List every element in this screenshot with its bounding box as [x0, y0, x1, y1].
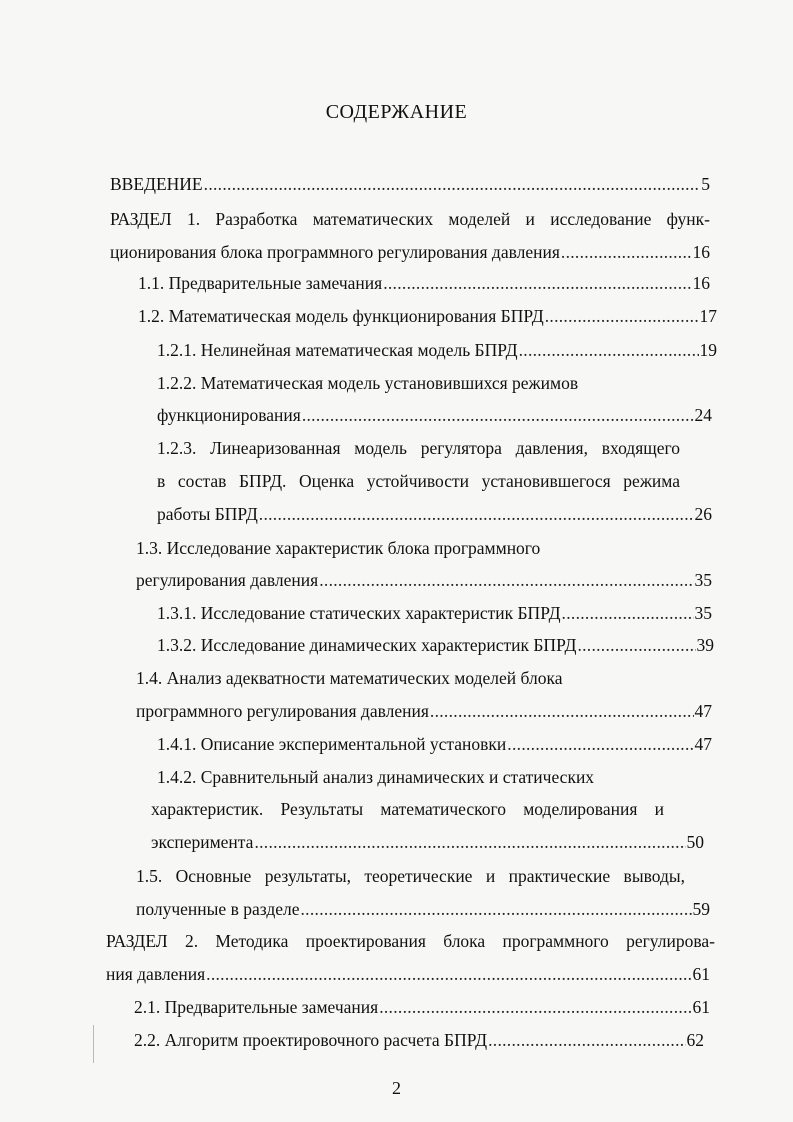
- toc-leader-dots: [561, 240, 692, 264]
- toc-entry-page: 16: [692, 242, 710, 262]
- toc-entry-title: 1.5. Основные результаты, теоретические и практические выводы,: [136, 866, 685, 886]
- toc-entry[interactable]: [106, 962, 710, 986]
- toc-entry[interactable]: [110, 240, 710, 264]
- toc-entry-title: РАЗДЕЛ 1. Разработка математических моделей и исследование функ-: [110, 209, 710, 229]
- toc-entry-title: 1.3.2. Исследование динамических характеристик БПРД: [157, 635, 577, 655]
- toc-entry-page: 26: [694, 504, 712, 524]
- toc-entry-page: 50: [686, 832, 704, 852]
- toc-entry[interactable]: [157, 436, 680, 460]
- toc-entry-page: 47: [694, 701, 712, 721]
- toc-entry-title: ционирования блока программного регулирования давления: [110, 242, 560, 262]
- toc-entry-title: 2.1. Предварительные замечания: [134, 997, 379, 1017]
- page-number: 2: [392, 1078, 401, 1098]
- toc-entry-title: 1.2.3. Линеаризованная модель регулятора давления, входящего: [157, 438, 680, 458]
- toc-entry[interactable]: [136, 897, 710, 921]
- toc-entry-title: регулирования давления: [136, 570, 319, 590]
- toc-leader-dots: [259, 502, 694, 526]
- toc-leader-dots: [562, 601, 694, 625]
- toc-entry-title: 1.4. Анализ адекватности математических моделей блока: [136, 668, 563, 688]
- toc-entry-page: 19: [699, 340, 717, 360]
- toc-entry-title: 1.3. Исследование характеристик блока программного: [136, 538, 541, 558]
- toc-entry[interactable]: [136, 699, 712, 723]
- toc-entry-title: РАЗДЕЛ 2. Методика проектирования блока программного регулирова-: [106, 931, 715, 951]
- toc-entry-page: 35: [694, 570, 712, 590]
- toc-leader-dots: [488, 1028, 685, 1052]
- toc-entry[interactable]: [157, 765, 594, 789]
- toc-entry-title: характеристик. Результаты математического моделирования и: [151, 799, 664, 819]
- toc-leader-dots: [379, 995, 691, 1019]
- toc-entry-page: 39: [696, 635, 714, 655]
- toc-entry[interactable]: [151, 797, 664, 821]
- toc-entry-page: 47: [694, 734, 712, 754]
- toc-entry[interactable]: [106, 929, 715, 953]
- toc-entry-title: работы БПРД: [157, 504, 258, 524]
- toc-entry-title: 1.4.2. Сравнительный анализ динамических и статических: [157, 767, 595, 787]
- scan-margin-mark: [93, 1025, 94, 1063]
- toc-entry-title: 1.2.2. Математическая модель установившихся режимов: [157, 373, 579, 393]
- toc-entry-page: 61: [692, 997, 710, 1017]
- toc-entry[interactable]: [157, 732, 712, 756]
- toc-leader-dots: [206, 962, 691, 986]
- toc-leader-dots: [577, 633, 695, 657]
- toc-entry[interactable]: [157, 502, 712, 526]
- toc-entry-page: 16: [692, 273, 710, 293]
- toc-entry-title: эксперимента: [151, 832, 254, 852]
- toc-entry-title: 1.2. Математическая модель функционирования БПРД: [138, 306, 544, 326]
- toc-leader-dots: [545, 304, 699, 328]
- toc-leader-dots: [519, 338, 699, 362]
- toc-entry[interactable]: [157, 469, 680, 493]
- toc-entry[interactable]: [157, 633, 714, 657]
- toc-entry-page: 61: [692, 964, 710, 984]
- toc-entry[interactable]: [138, 271, 710, 295]
- toc-leader-dots: [507, 732, 693, 756]
- toc-entry[interactable]: [136, 568, 712, 592]
- toc-entry-page: 35: [694, 603, 712, 623]
- toc-entry[interactable]: [136, 536, 540, 560]
- toc-leader-dots: [254, 830, 685, 854]
- toc-entry-title: 1.1. Предварительные замечания: [138, 273, 383, 293]
- toc-entry[interactable]: [134, 995, 710, 1019]
- page-title: СОДЕРЖАНИЕ: [325, 101, 468, 123]
- toc-entry[interactable]: [134, 1028, 704, 1052]
- toc-entry-title: 2.2. Алгоритм проектировочного расчета БПРД: [134, 1030, 488, 1050]
- toc-leader-dots: [204, 172, 701, 196]
- toc-entry-page: 5: [701, 174, 710, 194]
- toc-leader-dots: [383, 271, 691, 295]
- toc-entry[interactable]: [157, 403, 712, 427]
- toc-leader-dots: [302, 403, 694, 427]
- toc-entry-title: ВВЕДЕНИЕ: [110, 174, 203, 194]
- toc-entry[interactable]: [138, 304, 717, 328]
- toc-entry-page: 62: [686, 1030, 704, 1050]
- toc-entry-title: 1.2.1. Нелинейная математическая модель БПРД: [157, 340, 518, 360]
- toc-entry-title: полученные в разделе: [136, 899, 300, 919]
- toc-leader-dots: [301, 897, 692, 921]
- toc-leader-dots: [319, 568, 693, 592]
- toc-entry[interactable]: [157, 338, 717, 362]
- toc-entry-title: 1.3.1. Исследование статических характеристик БПРД: [157, 603, 561, 623]
- toc-entry-title: 1.4.1. Описание экспериментальной установки: [157, 734, 507, 754]
- toc-entry-title: функционирования: [157, 405, 301, 425]
- toc-entry[interactable]: [136, 666, 563, 690]
- toc-entry[interactable]: [110, 207, 710, 231]
- toc-entry-title: программного регулирования давления: [136, 701, 429, 721]
- toc-entry[interactable]: [157, 371, 578, 395]
- toc-leader-dots: [430, 699, 694, 723]
- toc-entry-title: в состав БПРД. Оценка устойчивости установившегося режима: [157, 471, 680, 491]
- toc-entry-title: ния давления: [106, 964, 206, 984]
- toc-entry[interactable]: [151, 830, 704, 854]
- toc-entry-page: 59: [692, 899, 710, 919]
- toc-entry[interactable]: [110, 172, 710, 196]
- toc-entry-page: 24: [694, 405, 712, 425]
- toc-entry[interactable]: [136, 864, 685, 888]
- toc-entry-page: 17: [699, 306, 717, 326]
- toc-entry[interactable]: [157, 601, 712, 625]
